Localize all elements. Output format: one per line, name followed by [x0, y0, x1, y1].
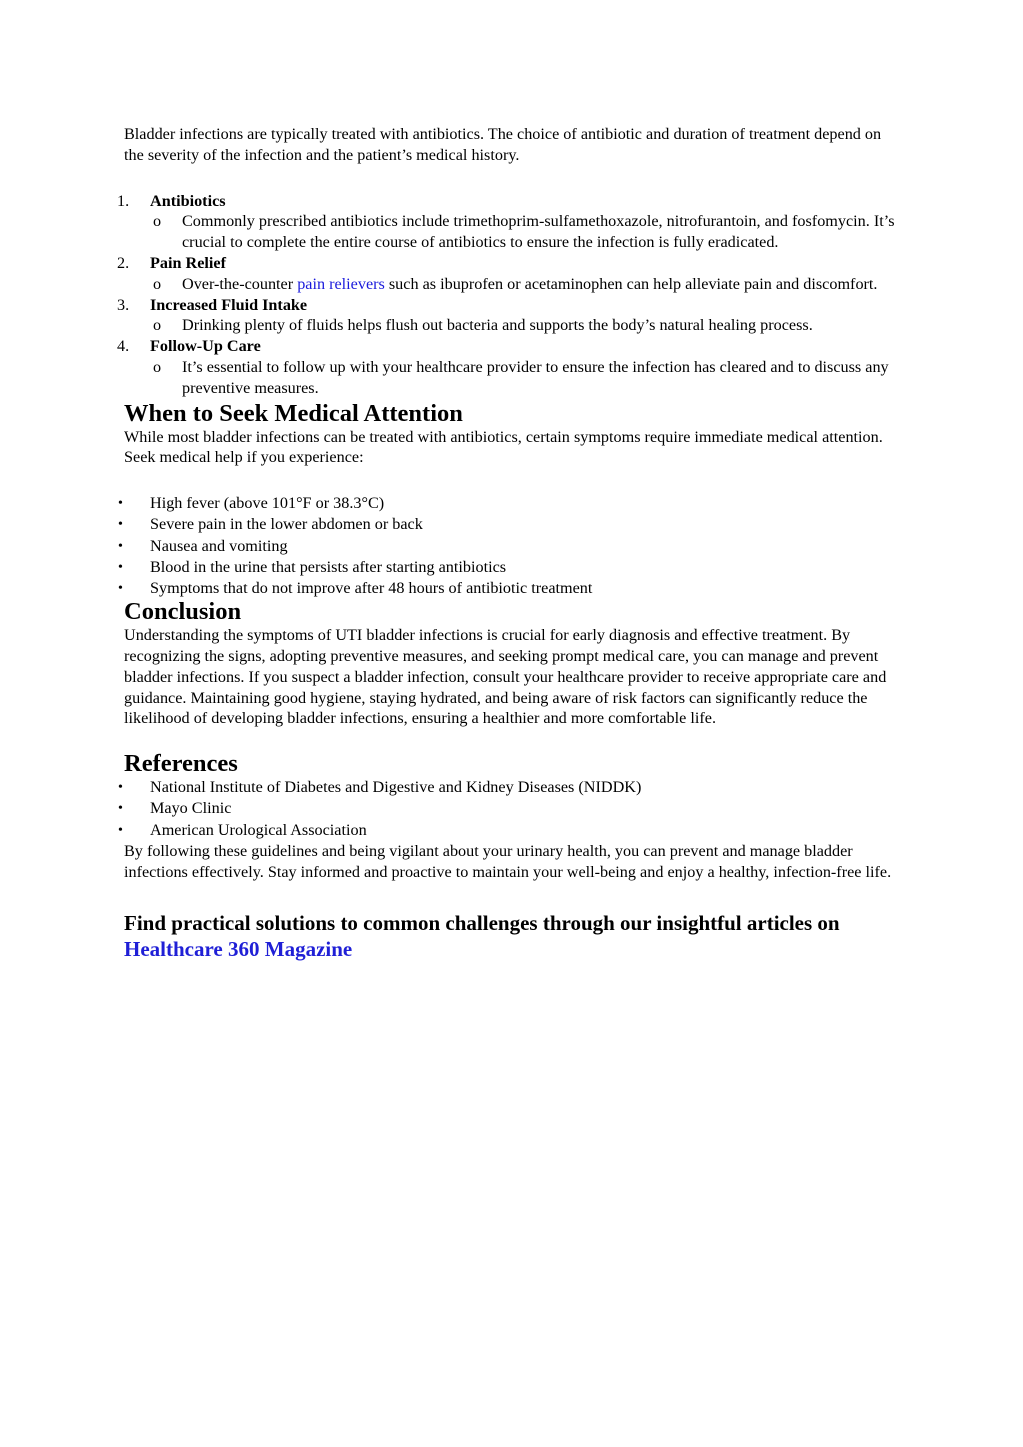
- treatment-detail: [150, 274, 904, 295]
- symptom-list: [118, 493, 904, 599]
- list-number: 2.: [117, 253, 130, 272]
- treatment-detail: [150, 357, 904, 399]
- list-item-text: High fever (above 101°F or 38.3°C): [150, 494, 385, 513]
- healthcare-360-magazine-link[interactable]: Healthcare 360 Magazine: [124, 937, 353, 962]
- bullet-marker: •: [118, 517, 123, 533]
- treatment-detail-text-after: such as ibuprofen or acetaminophen can help alleviate pain and discomfort.: [384, 274, 878, 293]
- conclusion-paragraph: Understanding the symptoms of UTI bladder infections is crucial for early diagnosis and effective treatment. By recognizing the signs, adopting preventive measures, and seeking prompt medical care, you can manage and prevent bladder infections. If you suspect a bladder infection, consult your healthcare provider to receive appropriate care and guidance. Maintaining good hygiene, staying hydrated, and being aware of risk factors can significantly reduce the likelihood of developing bladder infections, ensuring a healthier and more comfortable life.: [124, 626, 887, 728]
- treatment-detail: [150, 315, 904, 336]
- list-item: [118, 777, 904, 798]
- treatment-detail-text: Drinking plenty of fluids helps flush out bacteria and supports the body’s natural healing process.: [182, 316, 813, 335]
- list-item-text: American Urological Association: [150, 820, 367, 839]
- list-item-text: Blood in the urine that persists after starting antibiotics: [150, 557, 507, 576]
- treatment-item: [117, 253, 904, 295]
- sub-bullet-marker: o: [153, 316, 162, 335]
- list-number: 3.: [117, 295, 130, 314]
- list-item: [118, 557, 904, 578]
- list-number: 4.: [117, 337, 130, 356]
- bullet-marker: •: [118, 780, 123, 796]
- seek-attention-heading: When to Seek Medical Attention: [124, 399, 463, 427]
- list-item-text: Severe pain in the lower abdomen or back: [150, 515, 423, 534]
- list-item-text: Nausea and vomiting: [150, 536, 288, 555]
- treatment-title: Antibiotics: [150, 191, 226, 210]
- conclusion-heading: Conclusion: [124, 598, 242, 626]
- sub-bullet-marker: o: [153, 212, 162, 231]
- bullet-marker: •: [118, 580, 123, 596]
- treatment-detail-text: Commonly prescribed antibiotics include trimethoprim-sulfamethoxazole, nitrofurantoin, and fosfomycin. It’s crucial to complete the entire course of antibiotics to ensure the infection is fully eradicated.: [182, 212, 895, 252]
- list-item: [118, 536, 904, 557]
- sub-bullet-marker: o: [153, 357, 162, 376]
- intro-paragraph: Bladder infections are typically treated with antibiotics. The choice of antibiotic and duration of treatment depend on the severity of the infection and the patient’s medical history.: [124, 125, 882, 164]
- treatment-item: [117, 336, 904, 398]
- treatment-title: Increased Fluid Intake: [150, 295, 308, 314]
- treatment-title: Follow-Up Care: [150, 337, 261, 356]
- list-item: [118, 798, 904, 819]
- treatment-detail-text: Over-the-counter: [182, 274, 298, 293]
- list-item-text: Mayo Clinic: [150, 799, 232, 818]
- treatment-title: Pain Relief: [150, 253, 226, 272]
- bullet-marker: •: [118, 801, 123, 817]
- sub-bullet-marker: o: [153, 274, 162, 293]
- bullet-marker: •: [118, 559, 123, 575]
- bullet-marker: •: [118, 538, 123, 554]
- list-item: [118, 514, 904, 535]
- closing-paragraph: By following these guidelines and being vigilant about your urinary health, you can prevent and manage bladder infections effectively. Stay informed and proactive to maintain your well-being and enjoy a healthy, infection-free life.: [124, 841, 892, 881]
- list-item: [118, 493, 904, 514]
- list-item: [118, 578, 904, 599]
- cta-text: Find practical solutions to common challenges through our insightful articles on: [124, 911, 840, 936]
- references-list: [118, 777, 904, 841]
- list-number: 1.: [117, 191, 130, 210]
- references-heading: References: [124, 750, 238, 778]
- treatment-detail-text: It’s essential to follow up with your healthcare provider to ensure the infection has cleared and to discuss any preventive measures.: [182, 357, 889, 397]
- list-item-text: National Institute of Diabetes and Digestive and Kidney Diseases (NIDDK): [150, 778, 642, 797]
- seek-attention-paragraph: While most bladder infections can be treated with antibiotics, certain symptoms require immediate medical attention. Seek medical help if you experience:: [124, 427, 883, 467]
- treatment-detail: [150, 211, 904, 253]
- treatment-item: [117, 191, 904, 253]
- bullet-marker: •: [118, 496, 123, 512]
- list-item-text: Symptoms that do not improve after 48 hours of antibiotic treatment: [150, 578, 593, 597]
- cta-paragraph: [124, 910, 904, 962]
- pain-relievers-link[interactable]: pain relievers: [297, 274, 385, 293]
- treatment-list: [117, 191, 904, 399]
- treatment-item: [117, 295, 904, 337]
- bullet-marker: •: [118, 822, 123, 838]
- document-page: [117, 124, 904, 962]
- list-item: [118, 820, 904, 841]
